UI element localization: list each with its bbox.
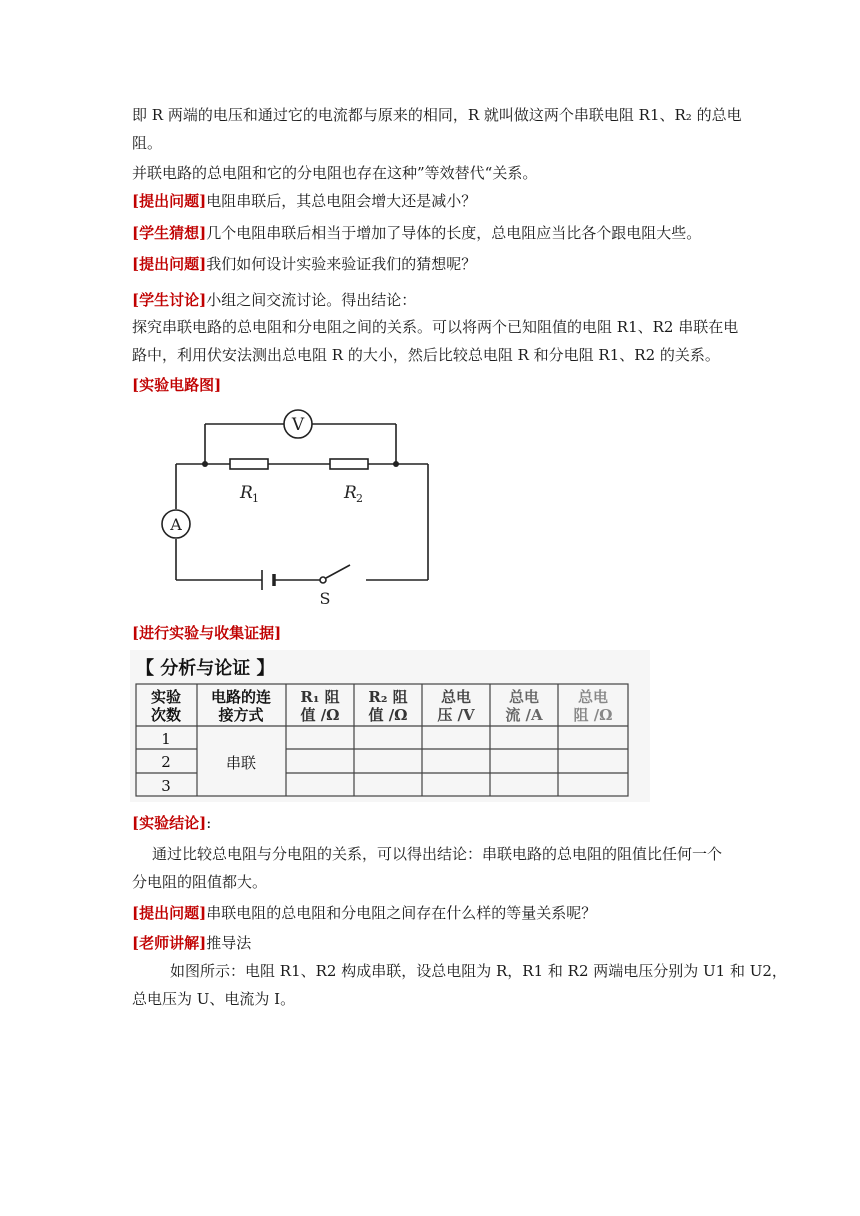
header-resistance-line2: 阻 /Ω [573, 706, 613, 724]
header-connection-line2: 接方式 [218, 706, 264, 724]
junction-dot-right [393, 461, 399, 467]
r1-label: R [240, 483, 253, 503]
conclusion-colon: : [206, 814, 212, 832]
header-current-line1: 总电 [508, 688, 540, 706]
guess-text: 几个电阻串联后相当于增加了导体的长度，总电阻应当比各个跟电阻大些。 [206, 224, 702, 242]
teacher-explanation [132, 932, 251, 954]
conclusion-heading [132, 812, 211, 834]
header-r1-line1: R₁ 阻 [300, 688, 340, 706]
r2-label: R [344, 483, 357, 503]
resistor-r1 [230, 459, 268, 469]
question-text: 电阻串联后，其总电阻会增大还是减小？ [206, 192, 477, 210]
header-trial-line1: 实验 [150, 688, 182, 706]
header-voltage-line2: 压 /V [437, 706, 475, 724]
student-discussion [132, 289, 416, 311]
paragraph-parallel-note: 并联电路的总电阻和它的分电阻也存在这种”等效替代“关系。 [132, 164, 538, 182]
row-number-2: 2 [161, 753, 171, 771]
analysis-table-figure [130, 650, 650, 802]
table-title: 【 分析与论证 】 [136, 658, 275, 679]
section-tag: [学生猜想] [132, 224, 207, 242]
paragraph-series-definition: 即 R 两端的电压和通过它的电流都与原来的相同，R 就叫做这两个串联电阻 R1、R₂ 的总电 [132, 106, 742, 124]
section-tag: [学生讨论] [132, 291, 207, 309]
connection-series-cell: 串联 [225, 754, 257, 772]
r1-subscript: 1 [252, 492, 259, 505]
header-current-line2: 流 /A [505, 706, 543, 724]
voltmeter-label: V [291, 415, 305, 435]
explanation-text: 推导法 [206, 934, 252, 952]
section-tag: [进行实验与收集证据] [132, 624, 282, 642]
row-number-3: 3 [161, 777, 171, 795]
header-trial-line2: 次数 [150, 706, 182, 724]
student-guess [132, 222, 701, 244]
section-tag: [提出问题] [132, 904, 207, 922]
conclusion-line-2: 分电阻的阻值都大。 [132, 873, 268, 891]
row-number-1: 1 [161, 730, 171, 748]
header-resistance-line1: 总电 [577, 688, 609, 706]
conclusion-line-1: 通过比较总电阻与分电阻的关系，可以得出结论：串联电路的总电阻的阻值比任何一个 [152, 845, 723, 863]
discussion-text: 小组之间交流讨论。得出结论： [206, 291, 417, 309]
switch-label: S [319, 589, 331, 608]
paragraph-series-definition-cont: 阻。 [132, 134, 163, 152]
question-text: 我们如何设计实验来验证我们的猜想呢？ [206, 255, 477, 273]
discussion-body-line-2: 路中，利用伏安法测出总电阻 R 的大小，然后比较总电阻 R 和分电阻 R1、R2 的关系。 [132, 346, 720, 364]
header-r1-line2: 值 /Ω [300, 706, 340, 724]
switch-pivot [320, 577, 326, 583]
section-tag: [实验电路图] [132, 376, 222, 394]
experiment-heading [132, 622, 281, 644]
junction-dot-left [202, 461, 208, 467]
section-tag: [提出问题] [132, 192, 207, 210]
section-tag: [实验结论] [132, 814, 207, 832]
question-text: 串联电阻的总电阻和分电阻之间存在什么样的等量关系呢？ [206, 904, 597, 922]
explanation-body-line-1: 如图所示：电阻 R1、R2 构成串联，设总电阻为 R，R1 和 R2 两端电压分别为 U1 和 U2， [170, 962, 787, 980]
question-3 [132, 902, 596, 924]
header-r2-line1: R₂ 阻 [368, 688, 408, 706]
switch-lever [326, 565, 350, 578]
explanation-body-line-2: 总电压为 U、电流为 I。 [132, 990, 296, 1008]
question-2 [132, 253, 476, 275]
header-r2-line2: 值 /Ω [368, 706, 408, 724]
resistor-r2 [330, 459, 368, 469]
analysis-table [130, 650, 650, 802]
header-voltage-line1: 总电 [440, 688, 472, 706]
ammeter-label: A [170, 515, 182, 534]
header-connection-line1: 电路的连 [210, 688, 272, 706]
discussion-body-line-1: 探究串联电路的总电阻和分电阻之间的关系。可以将两个已知阻值的电阻 R1、R2 串联在电 [132, 318, 739, 336]
r2-subscript: 2 [356, 492, 363, 505]
section-tag: [提出问题] [132, 255, 207, 273]
circuit-diagram [150, 400, 450, 610]
question-1 [132, 190, 476, 212]
section-tag: [老师讲解] [132, 934, 207, 952]
circuit-heading [132, 374, 221, 396]
